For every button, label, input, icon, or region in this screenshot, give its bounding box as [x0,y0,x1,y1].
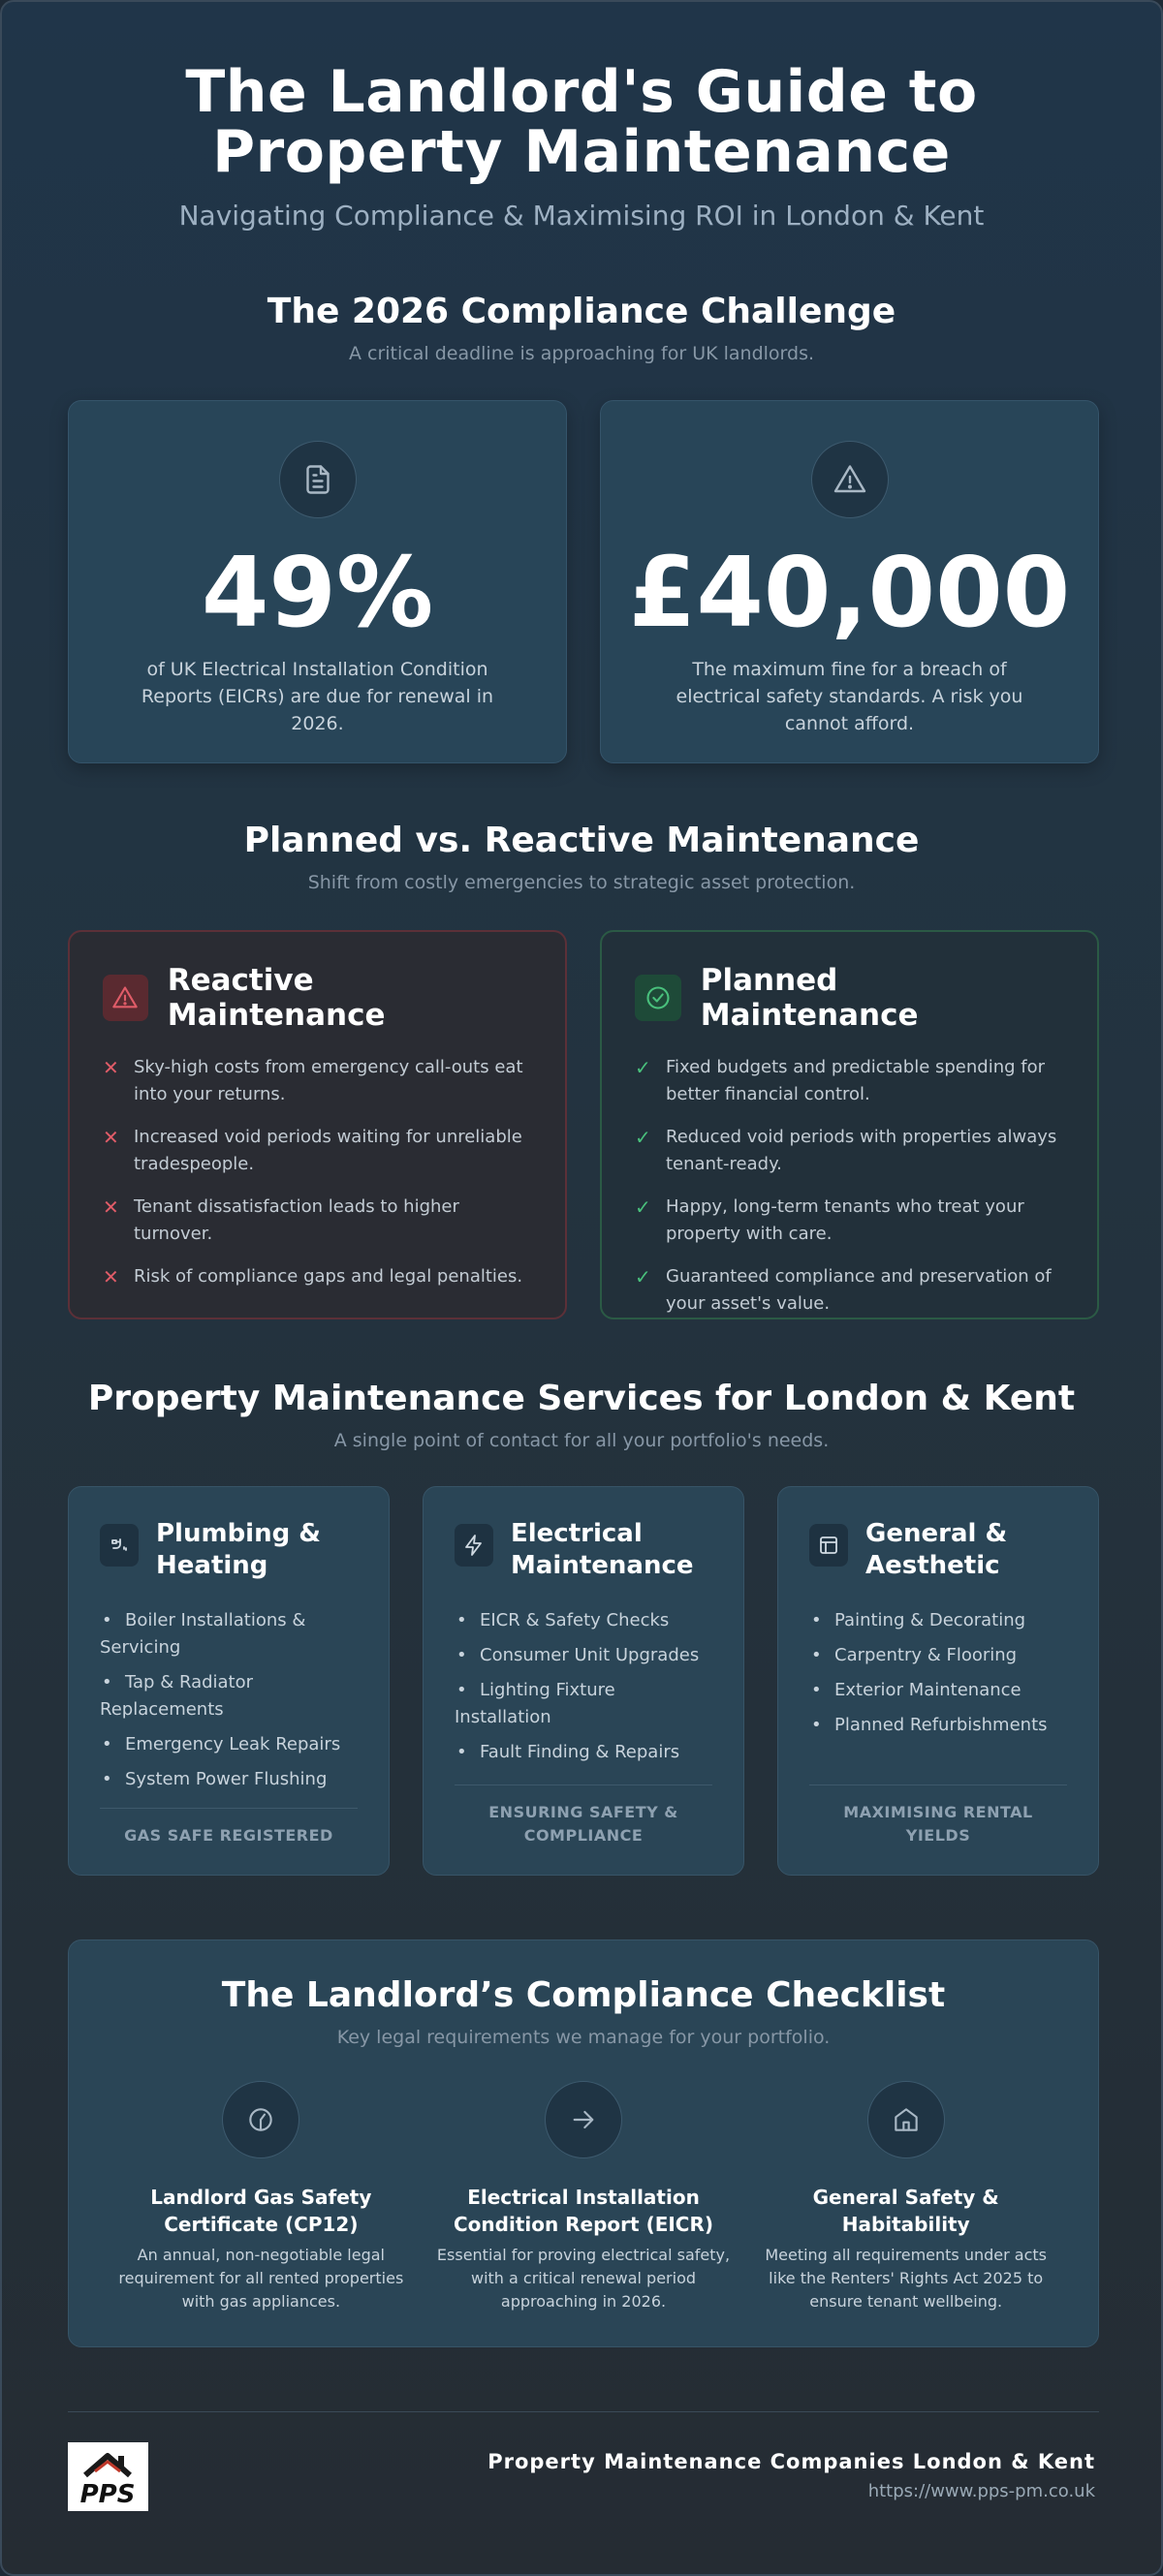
list-item: • System Power Flushing [100,1766,358,1793]
service-footer: ENSURING SAFETY & COMPLIANCE [455,1785,712,1847]
cross-icon: ✕ [103,1195,119,1219]
document-icon [279,441,357,518]
list-item-text: Risk of compliance gaps and legal penalties. [134,1266,523,1287]
list-item: • Painting & Decorating [809,1607,1067,1634]
list-item: • Exterior Maintenance [809,1677,1067,1704]
list-item-text: Increased void periods waiting for unreliable tradespeople. [134,1127,522,1174]
layout-icon [809,1524,848,1567]
logo-text: PPS [79,2480,136,2509]
list-item [103,1263,532,1290]
warning-icon [811,441,889,518]
list-item [635,1194,1064,1248]
cross-icon: ✕ [103,1056,119,1079]
planned-card [600,930,1099,1319]
page-title-line-1: The Landlord's Guide to [185,58,978,126]
home-icon [867,2081,945,2158]
checklist-title: The Landlord’s Compliance Checklist [221,1975,946,2015]
reactive-list [103,1054,532,1290]
services-subtitle: A single point of contact for all your portfolio's needs. [333,1430,830,1451]
service-title: General & Aesthetic [865,1519,1008,1580]
checklist-subtitle: Key legal requirements we manage for your portfolio. [336,2027,831,2048]
list-item: • Lighting Fixture Installation [455,1677,712,1731]
list-item: • Planned Refurbishments [809,1712,1067,1739]
reactive-card [68,930,567,1319]
comparison-row [68,930,1099,1319]
hero [2,58,1161,232]
check-icon: ✓ [635,1126,651,1149]
page-title [2,58,1161,186]
checklist-item-description: An annual, non-negotiable legal requirement for all rented properties with gas appliances. [118,2246,404,2311]
footer-company-name: Property Maintenance Companies London & Kent [487,2450,1095,2473]
checklist-item-title: General Safety & Habitability [812,2186,999,2236]
arrow-right-icon [545,2081,622,2158]
list-item-text: Guaranteed compliance and preservation of your asset's value. [666,1266,1052,1314]
checklist-item-safety [744,2081,1067,2313]
company-logo [68,2442,148,2511]
check-icon: ✓ [635,1195,651,1219]
list-item: • Fault Finding & Repairs [455,1739,712,1766]
reactive-header [103,963,532,1033]
list-item: • Emergency Leak Repairs [100,1731,358,1758]
list-item-text: Happy, long-term tenants who treat your property with care. [666,1196,1024,1244]
plumbing-icon [100,1524,139,1567]
checklist-item-description: Meeting all requirements under acts like the Renters' Rights Act 2025 to ensure tenant wellbeing. [765,2246,1048,2311]
list-item-text: Sky-high costs from emergency call-outs eat into your returns. [134,1057,523,1104]
cross-icon: ✕ [103,1126,119,1149]
page-subtitle: Navigating Compliance & Maximising ROI in London & Kent [178,200,985,232]
warning-icon [103,975,148,1021]
gauge-icon [222,2081,299,2158]
services-row [68,1486,1099,1876]
stat-row [68,400,1099,763]
service-footer: MAXIMISING RENTAL YIELDS [809,1785,1067,1847]
planned-header [635,963,1064,1033]
service-card-general [777,1486,1099,1876]
check-icon: ✓ [635,1265,651,1288]
planned-title: Planned Maintenance [700,963,919,1033]
list-item-text: Tenant dissatisfaction leads to higher turnover. [134,1196,459,1244]
cross-icon: ✕ [103,1265,119,1288]
list-item [103,1194,532,1248]
service-title: Electrical Maintenance [511,1519,694,1580]
lightning-icon [455,1524,493,1567]
planned-list [635,1054,1064,1318]
checklist-item-title: Landlord Gas Safety Certificate (CP12) [150,2186,372,2236]
compliance-header [2,292,1161,364]
service-card-electrical [423,1486,744,1876]
footer-url-link[interactable]: https://www.pps-pm.co.uk [867,2481,1095,2501]
stat-value: 49% [201,536,434,649]
list-item [103,1054,532,1108]
checklist-item-description: Essential for proving electrical safety, with a critical renewal period approaching in 2026. [436,2246,731,2311]
list-item [635,1263,1064,1318]
service-list [809,1607,1067,1739]
service-header [455,1518,712,1596]
check-circle-icon [635,975,681,1021]
services-title: Property Maintenance Services for London & Kent [87,1379,1076,1418]
list-item [635,1124,1064,1178]
compliance-title: The 2026 Compliance Challenge [267,292,896,331]
service-list [100,1607,358,1793]
stat-card-eicr [68,400,567,763]
service-footer: GAS SAFE REGISTERED [100,1808,358,1847]
list-item: • Consumer Unit Upgrades [455,1642,712,1669]
list-item: • Tap & Radiator Replacements [100,1669,358,1723]
check-icon: ✓ [635,1056,651,1079]
comparison-title: Planned vs. Reactive Maintenance [243,821,920,860]
list-item: • Carpentry & Flooring [809,1642,1067,1669]
stat-description: of UK Electrical Installation Condition Reports (EICRs) are due for renewal in 2026. [141,659,494,734]
reactive-title: Reactive Maintenance [167,963,386,1033]
service-title: Plumbing & Heating [156,1519,321,1580]
footer-divider [68,2411,1099,2412]
checklist-row [69,2081,1098,2313]
list-item: • Boiler Installations & Servicing [100,1607,358,1661]
service-header [100,1518,358,1596]
stat-value: £40,000 [628,536,1071,649]
service-header [809,1518,1067,1596]
services-header [2,1379,1161,1451]
compliance-subtitle: A critical deadline is approaching for UK landlords. [348,343,815,364]
stat-card-fine [600,400,1099,763]
checklist-card [68,1940,1099,2347]
page-title-line-2: Property Maintenance [212,118,951,186]
comparison-subtitle: Shift from costly emergencies to strategic asset protection. [307,872,856,893]
list-item [635,1054,1064,1108]
service-list [455,1607,712,1766]
comparison-header [2,821,1161,893]
checklist-item-eicr [423,2081,745,2313]
list-item-text: Fixed budgets and predictable spending for better financial control. [666,1057,1046,1104]
checklist-item-title: Electrical Installation Condition Report (EICR) [453,2186,714,2236]
list-item-text: Reduced void periods with properties always tenant-ready. [666,1127,1057,1174]
stat-description: The maximum fine for a breach of electrical safety standards. A risk you cannot afford. [676,659,1023,734]
list-item [103,1124,532,1178]
list-item: • EICR & Safety Checks [455,1607,712,1634]
checklist-item-gas [100,2081,423,2313]
service-card-plumbing [68,1486,390,1876]
